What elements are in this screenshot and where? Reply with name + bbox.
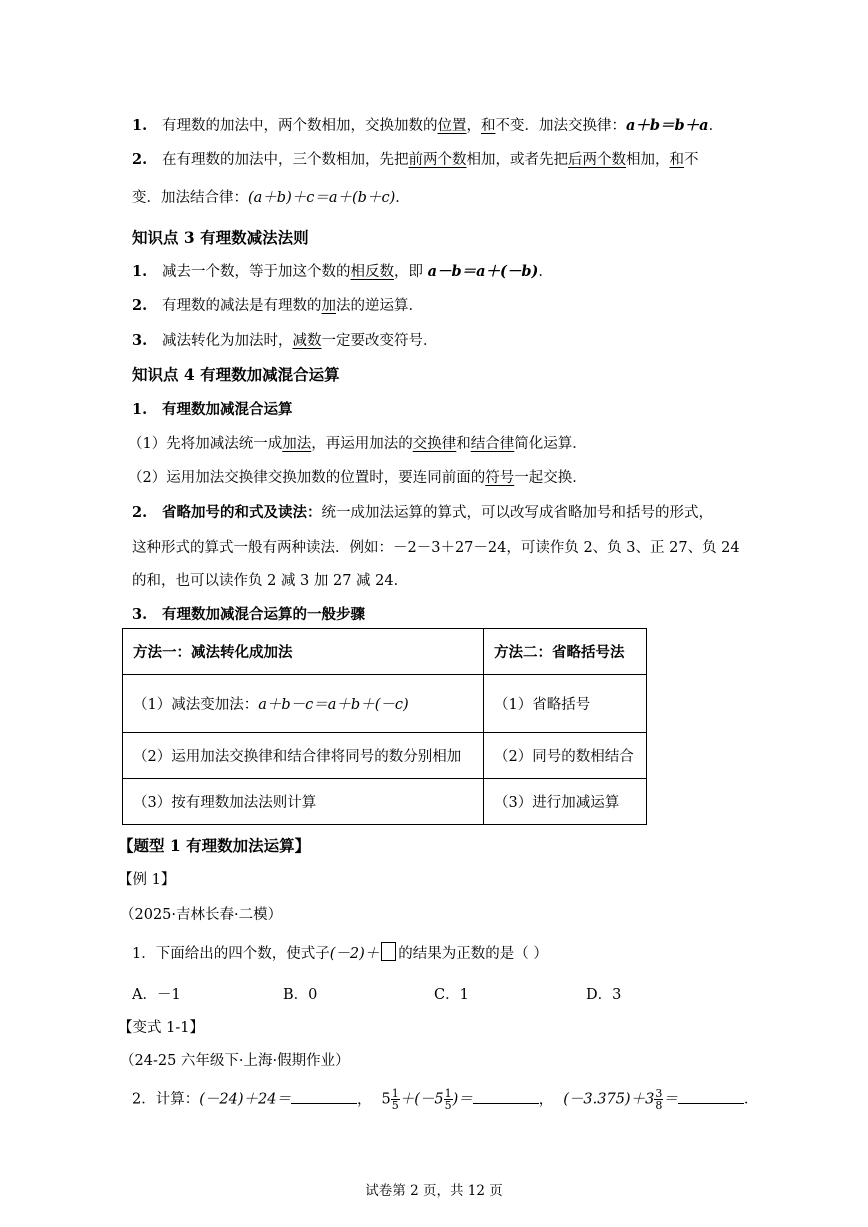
text: 相加， — [626, 152, 670, 168]
fraction-denominator: 5 — [444, 1099, 452, 1112]
text: 不变．加法交换律： — [495, 118, 626, 134]
formula: (a＋b)＋c＝a＋(b＋c) — [248, 190, 396, 206]
underlined-term: 和 — [669, 152, 684, 168]
underlined-term: 后两个数 — [568, 152, 626, 168]
underlined-term: 相反数 — [350, 264, 394, 280]
question-type-title: 【题型 1 有理数加法运算】 — [118, 836, 311, 855]
formula: (－2)＋ — [329, 946, 380, 962]
underlined-term: 符号 — [485, 470, 515, 486]
question-2 — [132, 1088, 758, 1111]
item-number: 1. — [132, 117, 148, 134]
fraction-numerator: 3 — [655, 1087, 663, 1100]
kp4-text-line: 这种形式的算式一般有两种读法．例如：－2－3＋27－24，可读作负 2、负 3、正 27、负 24 — [132, 540, 740, 556]
text: 一起交换． — [514, 470, 587, 486]
table-row — [123, 733, 647, 779]
kp4-subheading-3 — [132, 603, 365, 624]
underlined-term: 位置 — [437, 118, 467, 134]
text: （1）先将加减法统一成 — [128, 436, 283, 452]
kp4-subheading-2 — [132, 501, 713, 522]
item-associative — [132, 148, 699, 169]
kp4-text-line: 的和，也可以读作负 2 减 3 加 27 减 24． — [132, 573, 409, 589]
example-label: 【例 1】 — [118, 872, 176, 888]
answer-blank[interactable] — [291, 1089, 357, 1104]
text: 的结果为正数的是（ ） — [398, 946, 548, 962]
formula: (－5 — [414, 1091, 444, 1108]
answer-blank[interactable] — [473, 1089, 539, 1104]
underlined-term: 减数 — [292, 333, 322, 349]
item-commutative — [132, 114, 723, 135]
item-number: 2. — [132, 504, 148, 521]
text: ． — [708, 118, 724, 134]
fraction-denominator: 5 — [391, 1099, 399, 1112]
underlined-term: 加 — [321, 298, 336, 314]
fraction — [654, 1088, 663, 1111]
text: 减法转化为加法时， — [162, 333, 293, 349]
question-source: （24-25 六年级下·上海·假期作业） — [120, 1053, 350, 1069]
fraction-numerator: 1 — [391, 1087, 399, 1100]
formula: ＝ — [663, 1091, 678, 1108]
kp3-item-3 — [132, 329, 438, 350]
option-c[interactable]: C．1 — [434, 987, 469, 1003]
item-number: 3. — [132, 332, 148, 349]
text: （2）运用加法交换律交换加数的位置时，要连同前面的 — [128, 470, 486, 486]
table-row — [123, 779, 647, 825]
formula: ＋ — [399, 1091, 415, 1108]
question-source: （2025·吉林长春·二模） — [120, 907, 283, 923]
methods-table — [122, 628, 647, 825]
text: ． — [538, 264, 553, 280]
formula: (－24)＋24＝ — [199, 1091, 291, 1108]
formula: a＋b－c＝a＋b＋(－c) — [258, 697, 409, 713]
text: 法的逆运算． — [336, 298, 423, 314]
item-number: 2. — [132, 151, 148, 168]
table-row — [123, 675, 647, 733]
text: 减去一个数，等于加这个数的 — [162, 264, 351, 280]
text: ， — [356, 1091, 372, 1108]
text: 1．下面给出的四个数，使式子 — [132, 946, 330, 962]
text: 2．计算： — [132, 1091, 200, 1108]
item-associative-line2 — [132, 186, 410, 207]
text: 不 — [684, 152, 699, 168]
text: ． — [395, 190, 410, 206]
table-cell: （3）按有理数加法法则计算 — [123, 779, 484, 825]
subheading-text: 有理数加减混合运算的一般步骤 — [162, 606, 365, 623]
table-cell: （1）省略括号 — [484, 675, 647, 733]
item-number: 1. — [132, 263, 148, 280]
page-footer: 试卷第 2 页，共 12 页 — [365, 1183, 503, 1199]
underlined-term: 结合律 — [470, 436, 515, 452]
variant-label: 【变式 1-1】 — [118, 1020, 204, 1036]
table-header-row — [123, 629, 647, 675]
text: （1）减法变加法： — [133, 697, 259, 713]
text: 简化运算． — [514, 436, 587, 452]
formula: )＝ — [452, 1091, 473, 1108]
text: ， — [538, 1091, 554, 1108]
text: 相加，或者先把 — [466, 152, 568, 168]
option-b[interactable]: B．0 — [283, 987, 318, 1003]
formula: a＋b＝b＋a — [626, 117, 709, 134]
item-number: 1. — [132, 401, 148, 418]
text: 一定要改变符号． — [321, 333, 438, 349]
option-d[interactable]: D．3 — [586, 987, 622, 1003]
underlined-term: 交换律 — [412, 436, 457, 452]
question-1 — [132, 942, 548, 963]
table-cell: （3）进行加减运算 — [484, 779, 647, 825]
section-heading: 知识点 3 有理数减法法则 — [132, 228, 309, 247]
text: 在有理数的加法中，三个数相加，先把 — [162, 152, 409, 168]
item-number: 3. — [132, 606, 148, 623]
underlined-term: 加法 — [282, 436, 312, 452]
subheading-text: 省略加号的和式及读法： — [162, 504, 322, 521]
table-header-cell: 方法二：省略括号法 — [484, 629, 647, 675]
kp3-item-1 — [132, 260, 553, 281]
kp4-subheading-1 — [132, 398, 293, 419]
answer-blank[interactable] — [678, 1089, 744, 1104]
fraction-numerator: 1 — [444, 1087, 452, 1100]
table-header-cell: 方法一：减法转化成加法 — [123, 629, 484, 675]
table-cell: （2）运用加法交换律和结合律将同号的数分别相加 — [123, 733, 484, 779]
kp4-point-1 — [128, 432, 587, 453]
text: 有理数的加法中，两个数相加，交换加数的 — [162, 118, 438, 134]
text: 有理数的减法是有理数的 — [162, 298, 322, 314]
fraction-denominator: 8 — [655, 1099, 663, 1112]
kp4-point-2 — [128, 466, 587, 487]
empty-box-icon — [381, 942, 396, 961]
text: ． — [743, 1091, 759, 1108]
subheading-text: 有理数加减混合运算 — [162, 401, 293, 418]
table-cell: （2）同号的数相结合 — [484, 733, 647, 779]
whole-number: 5 — [381, 1091, 391, 1108]
option-a[interactable]: A．－1 — [132, 987, 181, 1003]
fraction — [391, 1088, 400, 1111]
kp3-item-2 — [132, 294, 423, 315]
table-cell — [123, 675, 484, 733]
section-heading: 知识点 4 有理数加减混合运算 — [132, 365, 340, 384]
formula: a－b＝a＋(－b) — [427, 263, 539, 280]
formula: (－3.375)＋3 — [563, 1091, 655, 1108]
text: ，再运用加法的 — [311, 436, 413, 452]
text: 和 — [456, 436, 471, 452]
underlined-term: 前两个数 — [408, 152, 467, 168]
text: 变．加法结合律： — [132, 190, 248, 206]
text: 统一成加法运算的算式，可以改写成省略加号和括号的形式， — [321, 505, 713, 521]
underlined-term: 和 — [481, 118, 496, 134]
text: ， — [466, 118, 481, 134]
item-number: 2. — [132, 297, 148, 314]
fraction — [444, 1088, 453, 1111]
text: ，即 — [394, 264, 428, 280]
